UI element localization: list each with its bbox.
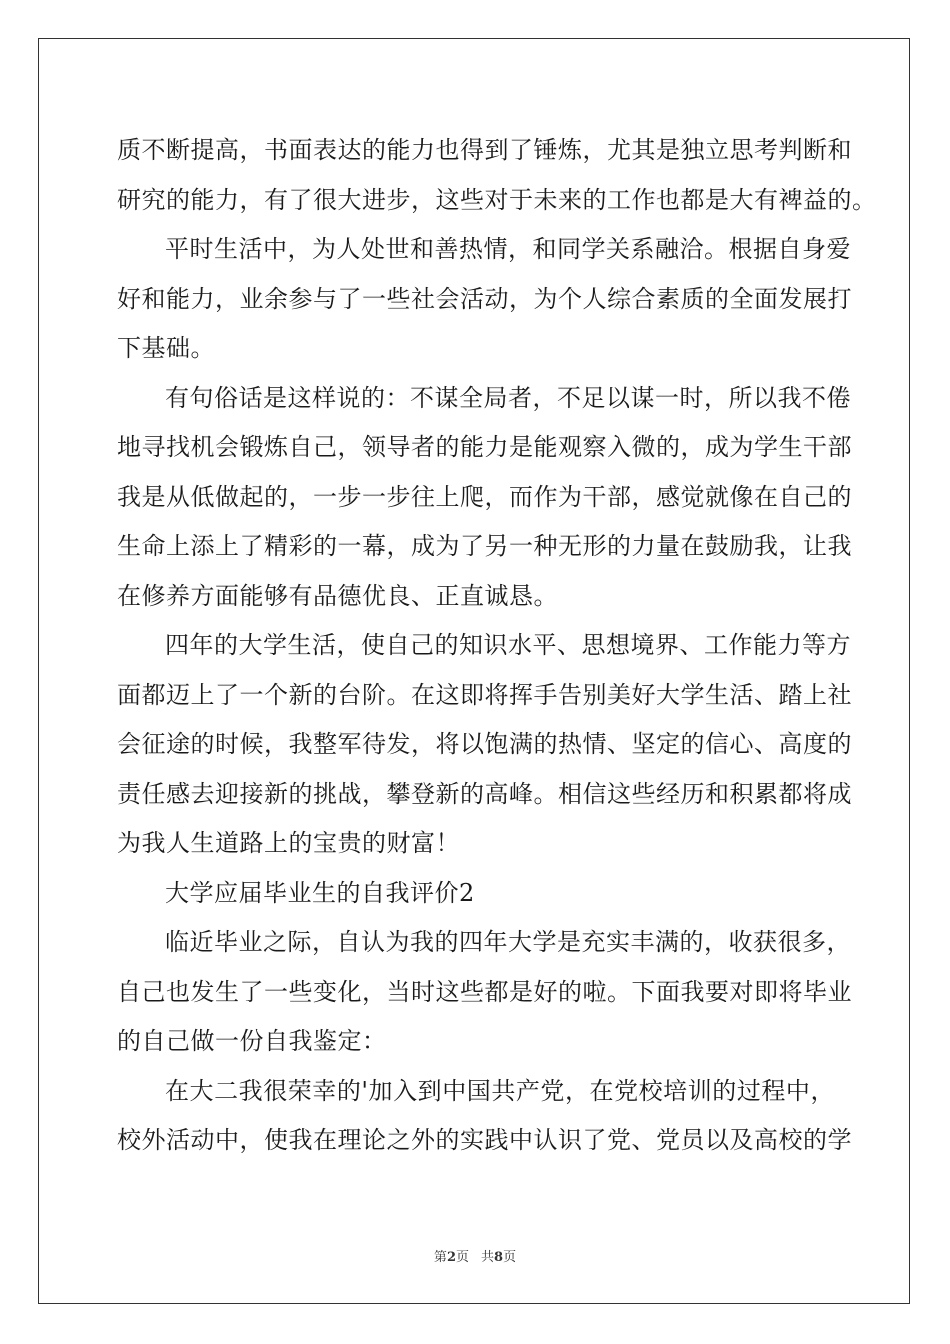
text-line: 面都迈上了一个新的台阶。在这即将挥手告别美好大学生活、踏上社 bbox=[117, 680, 852, 709]
text-line: 平时生活中，为人处世和善热情，和同学关系融洽。根据自身爱 bbox=[165, 235, 851, 263]
page-footer bbox=[0, 1246, 950, 1265]
text-line: 自己也发生了一些变化，当时这些都是好的啦。下面我要对即将毕业 bbox=[117, 977, 852, 1006]
total-prefix: 共 bbox=[481, 1250, 495, 1265]
total-page-number: 8 bbox=[494, 1250, 504, 1265]
text-line: 下基础。 bbox=[117, 334, 215, 362]
text-line: 会征途的时候，我整军待发，将以饱满的热情、坚定的信心、高度的 bbox=[117, 730, 852, 758]
text-line: 大学应届毕业生的自我评价2 bbox=[165, 878, 475, 907]
total-suffix: 页 bbox=[503, 1250, 517, 1265]
text-line: 的自己做一份自我鉴定： bbox=[117, 1027, 387, 1055]
text-line: 在修养方面能够有品德优良、正直诚恳。 bbox=[117, 581, 558, 610]
text-line: 四年的大学生活，使自己的知识水平、思想境界、工作能力等方 bbox=[165, 631, 851, 659]
document-body bbox=[117, 126, 877, 1166]
text-line: 校外活动中，使我在理论之外的实践中认识了党、党员以及高校的学 bbox=[117, 1126, 852, 1154]
text-line: 临近毕业之际，自认为我的四年大学是充实丰满的，收获很多， bbox=[165, 928, 851, 956]
text-line: 生命上添上了精彩的一幕，成为了另一种无形的力量在鼓励我，让我 bbox=[117, 532, 852, 560]
text-line: 在大二我很荣幸的'加入到中国共产党，在党校培训的过程中， bbox=[165, 1076, 835, 1105]
text-line: 责任感去迎接新的挑战，攀登新的高峰。相信这些经历和积累都将成 bbox=[117, 779, 852, 808]
text-line: 为我人生道路上的宝贵的财富！ bbox=[117, 829, 460, 857]
text-line: 地寻找机会锻炼自己，领导者的能力是能观察入微的，成为学生干部 bbox=[117, 433, 852, 461]
page-prefix: 第 bbox=[433, 1250, 447, 1265]
text-line: 我是从低做起的，一步一步往上爬，而作为干部，感觉就像在自己的 bbox=[117, 482, 852, 511]
current-page-number: 2 bbox=[446, 1250, 456, 1265]
text-line: 好和能力，业余参与了一些社会活动，为个人综合素质的全面发展打 bbox=[117, 284, 852, 313]
text-line: 有句俗话是这样说的：不谋全局者，不足以谋一时，所以我不倦 bbox=[165, 383, 851, 412]
text-line: 研究的能力，有了很大进步，这些对于未来的工作也都是大有裨益的。 bbox=[117, 185, 877, 214]
text-line: 质不断提高，书面表达的能力也得到了锤炼，尤其是独立思考判断和 bbox=[117, 136, 852, 164]
page-suffix: 页 bbox=[455, 1250, 469, 1265]
